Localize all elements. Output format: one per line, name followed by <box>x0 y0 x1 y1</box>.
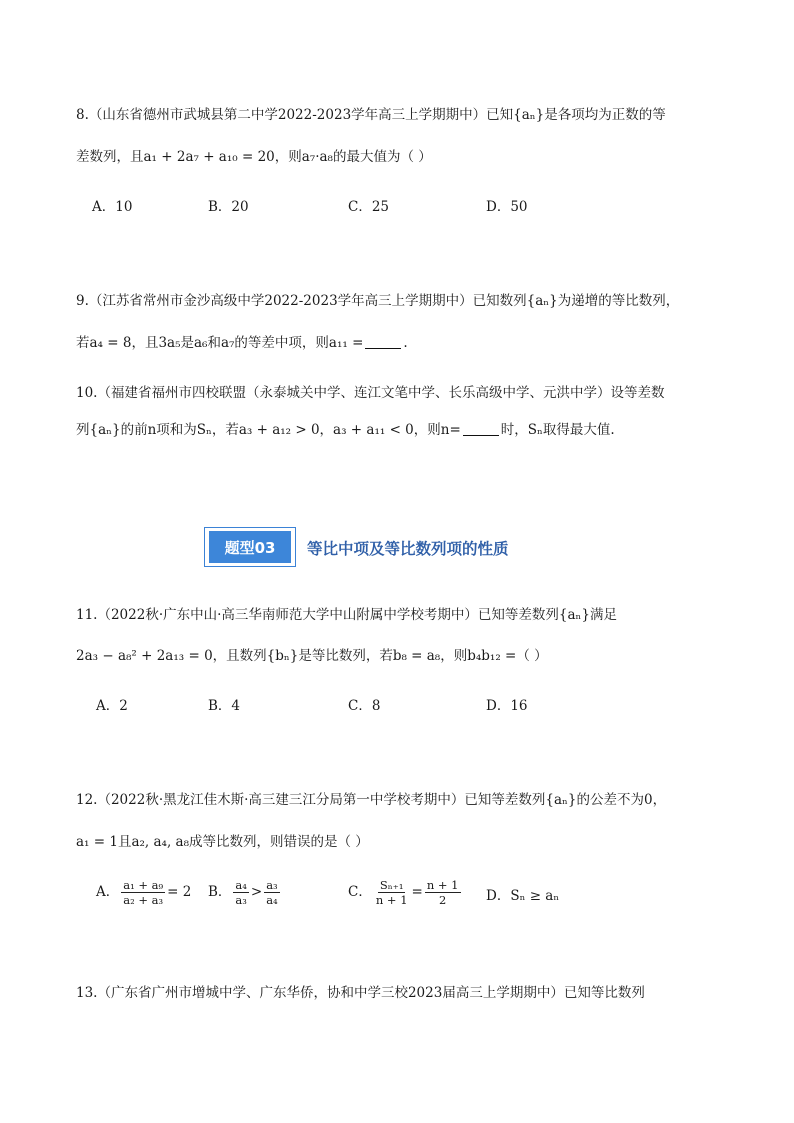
section-badge: 题型03 <box>209 531 291 563</box>
q12-option-c <box>348 878 463 907</box>
q9-line2 <box>76 333 408 353</box>
q10-answer-blank <box>463 421 499 436</box>
q12-option-a-numerator: a₁ + a₉ <box>123 878 164 892</box>
q11-option-b: B．4 <box>208 698 241 714</box>
q8-line1: 8.（山东省德州市武城县第二中学2022-2023学年高三上学期期中）已知{aₙ}是各项均为正数的等 <box>76 107 666 123</box>
q11-option-d: D．16 <box>486 698 528 714</box>
q12-option-b-right-denominator: a₄ <box>266 893 278 907</box>
q11-line2: 2a₃ − a₈² + 2a₁₃ = 0，且数列{bₙ}是等比数列，若b₈ = a₈，则b₄b₁₂ =（ ） <box>76 648 548 664</box>
q12-option-c-label: C． <box>348 884 372 900</box>
q12-option-c-right-denominator: 2 <box>439 893 447 907</box>
q12-option-c-left-numerator: Sₙ₊₁ <box>379 878 404 892</box>
q10-line2-text: 列{aₙ}的前n项和为Sₙ，若a₃ + a₁₂ > 0，a₃ + a₁₁ < 0，则n= <box>76 422 461 438</box>
q12-option-b-left-numerator: a₄ <box>235 878 247 892</box>
q12-option-a-tail: = 2 <box>167 884 192 900</box>
q10-line1: 10.（福建省福州市四校联盟（永泰城关中学、连江文笔中学、长乐高级中学、元洪中学）设等差数 <box>76 385 665 401</box>
q10-line2-end: 时，Sₙ取得最大值. <box>500 422 615 438</box>
q12-option-d: D．Sₙ ≥ aₙ <box>486 888 560 904</box>
q9-line1: 9.（江苏省常州市金沙高级中学2022-2023学年高三上学期期中）已知数列{aₙ}为递增的等比数列， <box>76 293 680 309</box>
q8-option-b: B．20 <box>208 199 249 215</box>
q12-option-c-operator: = <box>411 884 423 900</box>
q8-option-d: D．50 <box>486 199 528 215</box>
q9-answer-blank <box>365 334 401 349</box>
q12-option-c-right-fraction <box>425 878 461 907</box>
q12-option-c-left-fraction <box>374 878 410 907</box>
q12-line1: 12.（2022秋·黑龙江佳木斯·高三建三江分局第一中学校考期中）已知等差数列{aₙ}的公差不为0， <box>76 792 667 808</box>
q12-option-b-right-numerator: a₃ <box>266 878 278 892</box>
q12-option-b-label: B． <box>208 884 232 900</box>
q12-option-b <box>208 878 282 907</box>
q12-option-b-operator: > <box>250 884 263 900</box>
q12-option-a-fraction <box>121 878 165 907</box>
q12-option-b-left-fraction <box>233 878 248 907</box>
q11-option-a: A．2 <box>96 698 128 714</box>
q8-option-a: A．10 <box>92 199 133 215</box>
section-title: 等比中项及等比数列项的性质 <box>307 540 509 558</box>
q12-option-c-left-denominator: n + 1 <box>375 893 408 907</box>
q11-line1: 11.（2022秋·广东中山·高三华南师范大学中山附属中学校考期中）已知等差数列{aₙ}满足 <box>76 607 617 623</box>
q10-line2 <box>76 420 615 440</box>
q12-line2: a₁ = 1且a₂, a₄, a₈成等比数列，则错误的是（ ） <box>76 834 369 850</box>
q12-option-b-right-fraction <box>264 878 279 907</box>
q12-option-a <box>96 878 191 907</box>
q12-option-c-right-numerator: n + 1 <box>426 878 459 892</box>
q12-option-b-left-denominator: a₃ <box>235 893 247 907</box>
q12-option-a-label: A． <box>96 884 120 900</box>
q12-option-a-denominator: a₂ + a₃ <box>123 893 164 907</box>
q13-line1: 13.（广东省广州市增城中学、广东华侨，协和中学三校2023届高三上学期期中）已知等比数列 <box>76 985 645 1001</box>
q8-line2: 差数列，且a₁ + 2a₇ + a₁₀ = 20，则a₇·a₈的最大值为（ ） <box>76 149 432 165</box>
q8-option-c: C．25 <box>348 199 390 215</box>
q9-line2-text: 若a₄ = 8，且3a₅是a₆和a₇的等差中项，则a₁₁ = <box>76 335 364 351</box>
q11-option-c: C．8 <box>348 698 381 714</box>
q9-line2-end: . <box>403 335 408 351</box>
